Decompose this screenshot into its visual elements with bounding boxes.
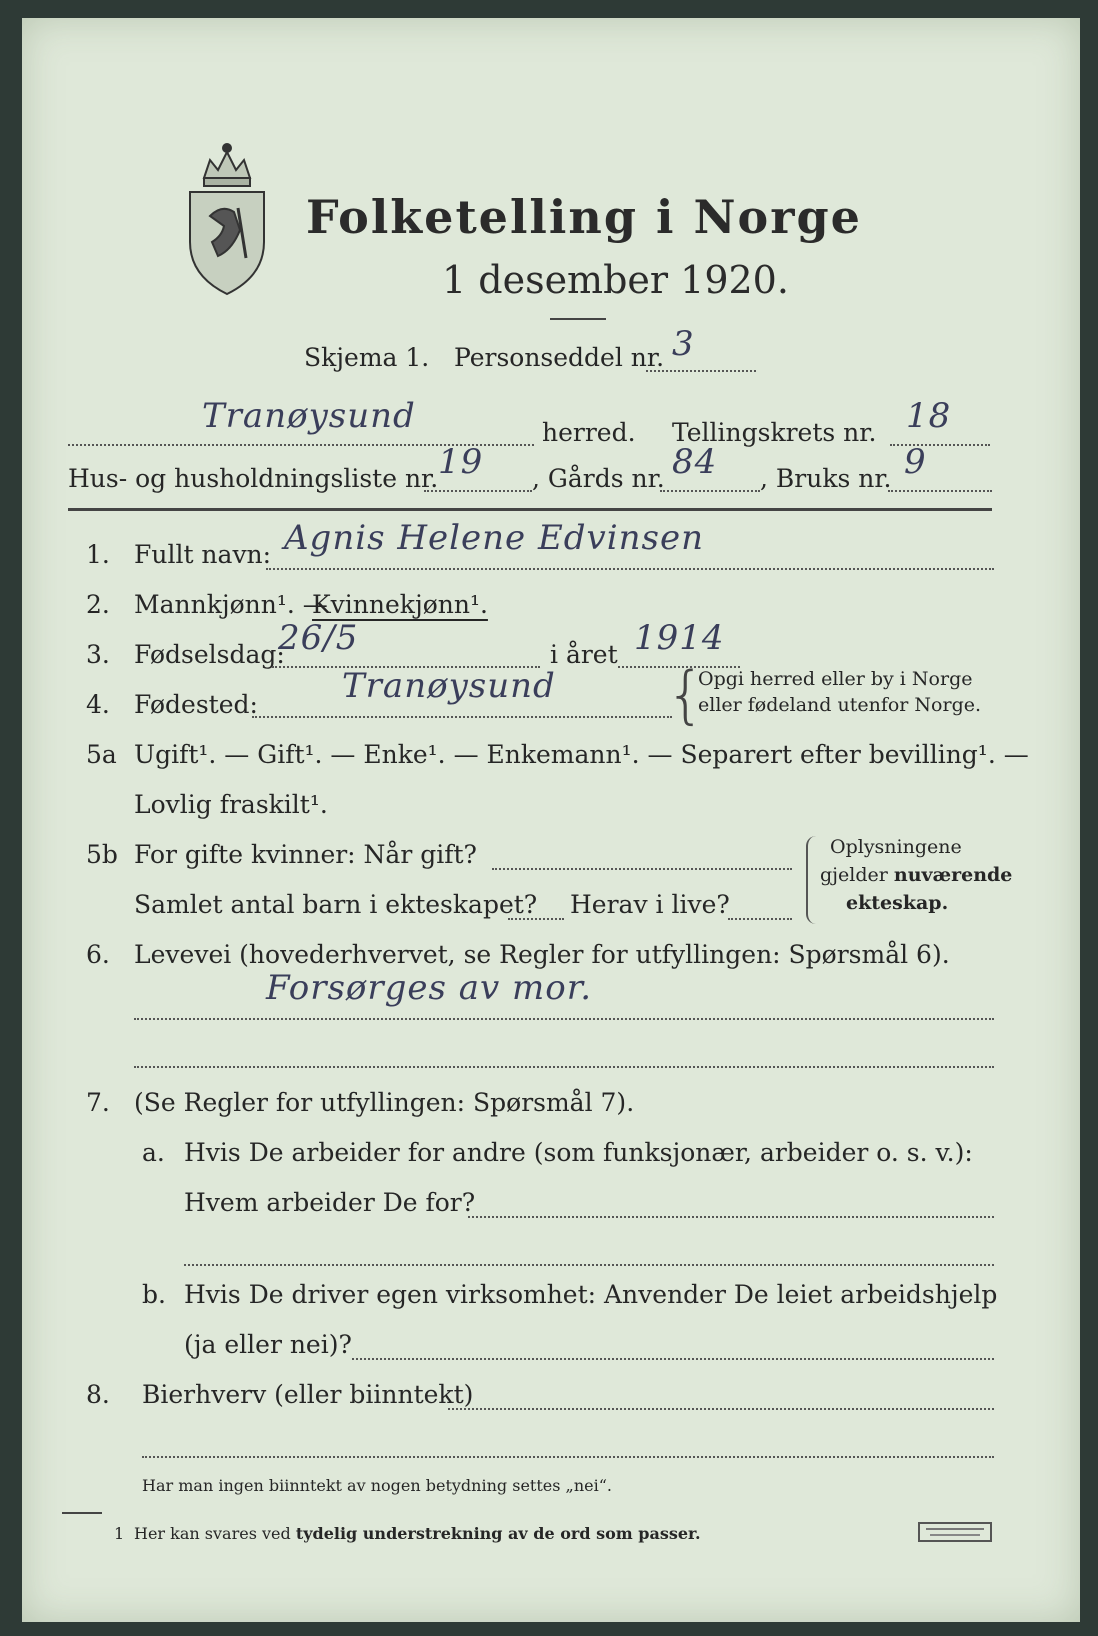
husholdning-label: Hus- og husholdningsliste nr. [68, 464, 439, 493]
q5b-number: 5b [86, 840, 118, 869]
q5b-note-line2a: gjelder [820, 864, 894, 886]
q5b-note-line3: ekteskap. [846, 892, 949, 914]
personseddel-value: 3 [672, 324, 695, 364]
header-divider [68, 508, 992, 511]
full-name-value: Agnis Helene Edvinsen [284, 518, 704, 558]
herred-value: Tranøysund [202, 396, 416, 436]
footnote-emphasis: tydelig understrekning av de ord som passer. [295, 1524, 701, 1543]
husholdning-value: 19 [438, 442, 484, 482]
side-income-note: Har man ingen biinntekt av nogen betydning settes „nei“. [142, 1476, 612, 1495]
birthday-value: 26/5 [278, 618, 359, 658]
q7-label: (Se Regler for utfyllingen: Spørsmål 7). [134, 1088, 635, 1117]
gards-label: , Gårds nr. [532, 464, 665, 493]
q5a-number: 5a [86, 740, 117, 769]
norwegian-coat-of-arms-icon [182, 138, 272, 298]
q4-number: 4. [86, 690, 110, 719]
q7a-question: Hvis De arbeider for andre (som funksjonær, arbeider o. s. v.): [184, 1138, 973, 1167]
birthday-label: Fødselsdag: [134, 640, 285, 669]
q7-number: 7. [86, 1088, 110, 1117]
birth-year-label: i året [550, 640, 618, 669]
employer-label: Hvem arbeider De for? [184, 1188, 476, 1217]
bruks-value: 9 [904, 442, 927, 482]
herred-label: herred. [542, 418, 636, 447]
marital-status-options: Ugift¹. — Gift¹. — Enke¹. — Enkemann¹. — Separert efter bevilling¹. — [134, 740, 1029, 769]
census-date: 1 desember 1920. [442, 258, 789, 302]
birthplace-value: Tranøysund [342, 666, 556, 706]
footnote-number: 1 [114, 1524, 125, 1543]
footnote-text: Her kan svares ved [134, 1524, 296, 1543]
q5b-note-line1: Oplysningene [830, 836, 962, 858]
bruks-label: , Bruks nr. [760, 464, 892, 493]
children-total-label: Samlet antal barn i ekteskapet? [134, 890, 538, 919]
q7b-letter: b. [142, 1280, 166, 1309]
q6-number: 6. [86, 940, 110, 969]
occupation-value: Forsørges av mor. [266, 968, 593, 1008]
marital-status-divorced: Lovlig fraskilt¹. [134, 790, 328, 819]
gender-female-option: Kvinnekjønn¹. [312, 590, 488, 619]
full-name-label: Fullt navn: [134, 540, 272, 569]
q5b-bracket [806, 836, 816, 924]
title-divider [550, 318, 606, 320]
q1-number: 1. [86, 540, 110, 569]
tellingskrets-value: 18 [906, 396, 952, 436]
q5b-note-line2b: nuværende [893, 864, 1013, 886]
birthplace-note-line1: Opgi herred eller by i Norge [698, 668, 973, 690]
q7a-letter: a. [142, 1138, 165, 1167]
birthplace-note-line2: eller fødeland utenfor Norge. [698, 694, 982, 716]
married-when-label: For gifte kvinner: Når gift? [134, 840, 477, 869]
tellingskrets-label: Tellingskrets nr. [672, 418, 877, 447]
form-title: Folketelling i Norge [306, 190, 862, 244]
birthplace-brace: { [666, 658, 706, 731]
schema-label: Skjema 1. [304, 343, 430, 372]
q2-number: 2. [86, 590, 110, 619]
census-form-sheet [22, 18, 1080, 1622]
gender-male-option: Mannkjønn¹. — [134, 590, 328, 619]
birth-year-value: 1914 [634, 618, 725, 658]
gards-value: 84 [672, 442, 718, 482]
q7b-question: Hvis De driver egen virksomhet: Anvender De leiet arbeidshjelp [184, 1280, 998, 1309]
q8-number: 8. [86, 1380, 110, 1409]
side-income-label: Bierhverv (eller biinntekt) [142, 1380, 474, 1409]
q3-number: 3. [86, 640, 110, 669]
children-alive-label: Herav i live? [570, 890, 730, 919]
printer-stamp-icon [918, 1522, 992, 1542]
hired-help-label: (ja eller nei)? [184, 1330, 352, 1359]
occupation-label: Levevei (hovederhvervet, se Regler for utfyllingen: Spørsmål 6). [134, 940, 950, 969]
birthplace-label: Fødested: [134, 690, 258, 719]
personseddel-label: Personseddel nr. [454, 343, 665, 372]
